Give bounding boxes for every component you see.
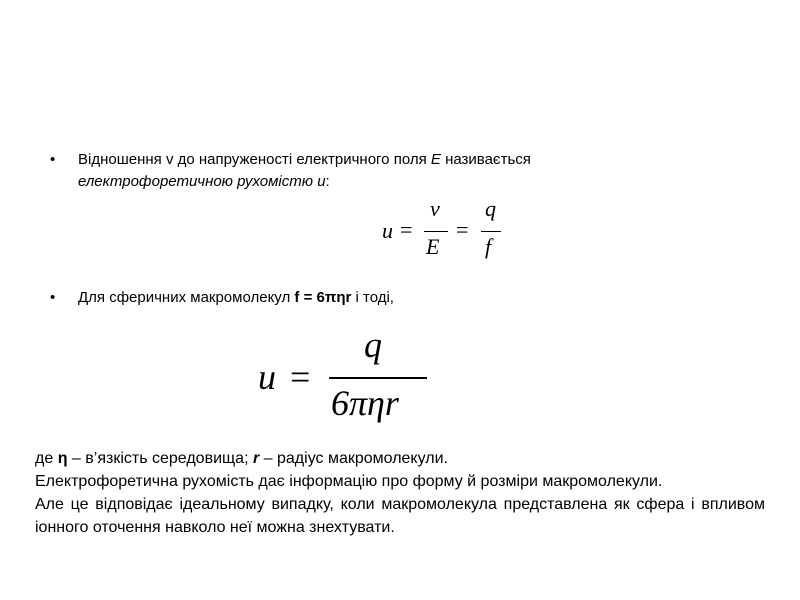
- sphere-mobility-formula: [255, 325, 435, 430]
- bullet-dot: •: [50, 289, 56, 306]
- r-description: – радіус макромолекули.: [263, 450, 448, 467]
- formula2-lhs-u: u: [258, 357, 276, 397]
- formula-equals-1: =: [400, 217, 413, 242]
- spherical-text-end: і тоді,: [355, 289, 394, 306]
- formula2-denominator: 6πηr: [331, 383, 399, 423]
- mobility-definition-text: Відношення v до напруженості електричного поля: [78, 151, 427, 168]
- field-variable-e: E: [430, 151, 441, 168]
- fraction-bar-1: [424, 231, 448, 232]
- mobility-term: електрофоретичною рухомістю: [78, 173, 314, 190]
- formula-lhs-u: u: [382, 218, 393, 243]
- formula-denominator-f: f: [485, 234, 492, 259]
- fraction-bar-2: [481, 231, 501, 232]
- formula-denominator-e: E: [426, 234, 440, 259]
- eta-description: – в’язкість середовища;: [71, 450, 249, 467]
- colon: :: [325, 173, 330, 190]
- formula2-equals: =: [290, 357, 311, 397]
- friction-formula: f = 6πηr: [294, 289, 352, 306]
- spherical-text: Для сферичних макромолекул: [78, 289, 291, 306]
- explanation-line-1: [35, 447, 765, 470]
- bullet-spherical: [50, 287, 750, 309]
- mobility-variable-u: u: [317, 173, 326, 190]
- symbol-eta: η: [57, 450, 68, 467]
- explanation-line-2: Електрофоретична рухомість дає інформацію про форму й розміри макромолекули.: [35, 473, 663, 490]
- formula-numerator-v: v: [430, 196, 440, 221]
- mobility-formula: [382, 198, 512, 266]
- explanation-line-3: Але це відповідає ідеальному випадку, коли макромолекула представлена як сфера і впливом іонного оточення навколо неї можна знехтувати.: [35, 496, 765, 536]
- fraction-bar-3: [329, 377, 427, 379]
- formula-equals-2: =: [456, 217, 469, 242]
- formula-numerator-q: q: [485, 196, 496, 221]
- mobility-definition-text-end: називається: [445, 151, 531, 168]
- formula2-numerator-q: q: [364, 325, 382, 365]
- symbol-r: r: [252, 450, 260, 467]
- bullet-dot: •: [50, 151, 56, 168]
- word-de: де: [35, 450, 54, 467]
- explanation-paragraph: [35, 447, 765, 539]
- bullet-mobility-definition: [50, 149, 750, 193]
